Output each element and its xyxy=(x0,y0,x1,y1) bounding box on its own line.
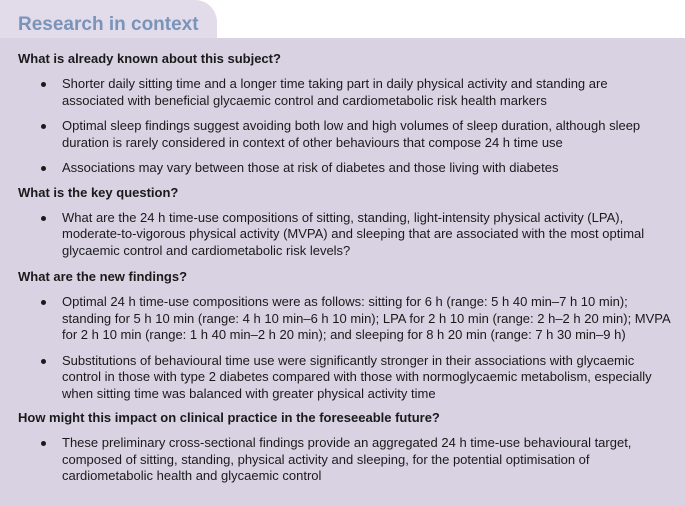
section-heading-impact: How might this impact on clinical practice in the foreseeable future? xyxy=(18,410,440,425)
header-tab xyxy=(0,0,217,38)
bullet-icon xyxy=(41,124,46,129)
bullet-text: What are the 24 h time-use compositions of sitting, standing, light-intensity physical activity (LPA), moderate-to-vigorous physical activity (MVPA) and sleeping that are associated with the most optimal glycaemic control and cardiometabolic risk levels? xyxy=(62,209,645,258)
section-list-known xyxy=(18,76,673,177)
bullet-text: Associations may vary between those at risk of diabetes and those living with diabetes xyxy=(62,160,559,175)
list-item xyxy=(18,210,673,260)
list-item xyxy=(18,435,673,485)
content-body xyxy=(18,50,673,485)
bullet-text: Substitutions of behavioural time use were significantly stronger in their associations with glycaemic control in those with type 2 diabetes compared with those with normoglycaemic metabolism, especially when sitting time was balanced with greater physical activity time xyxy=(62,352,652,401)
bullet-icon xyxy=(41,82,46,87)
list-item xyxy=(18,160,673,177)
page-title: Research in context xyxy=(18,14,199,35)
bullet-icon xyxy=(41,441,46,446)
list-item xyxy=(18,118,673,151)
bullet-icon xyxy=(41,359,46,364)
bullet-text: These preliminary cross-sectional findings provide an aggregated 24 h time-use behavioural target, composed of sitting, standing, physical activity and sleeping, for the potential optimisation of cardiometabolic health and glycaemic control xyxy=(62,435,632,483)
section-list-findings xyxy=(18,294,673,402)
section-list-impact xyxy=(18,435,673,485)
bullet-text: Shorter daily sitting time and a longer time taking part in daily physical activity and standing are associated with beneficial glycaemic control and cardiometabolic risk health markers xyxy=(62,76,608,108)
list-item xyxy=(18,76,673,109)
bullet-icon xyxy=(41,216,46,221)
section-list-question xyxy=(18,210,673,260)
section-heading-findings: What are the new findings? xyxy=(18,269,188,284)
bullet-text: Optimal sleep findings suggest avoiding both low and high volumes of sleep duration, although sleep duration is rarely considered in context of other behaviours that compose 24 h time use xyxy=(62,118,641,150)
section-heading-known: What is already known about this subject? xyxy=(18,51,281,66)
section-heading-question: What is the key question? xyxy=(18,184,179,200)
list-item xyxy=(18,353,673,403)
bullet-icon xyxy=(41,166,46,171)
content-panel xyxy=(0,38,685,506)
list-item xyxy=(18,294,673,344)
bullet-text: Optimal 24 h time-use compositions were as follows: sitting for 6 h (range: 5 h 40 min–7 h 10 min); standing for 5 h 10 min (range: 4 h 10 min–6 h 10 min); LPA for 2 h 10 min (range: 2 h–2 h 20 min); MVPA for 2 h 10 min (range: 1 h 40 min–2 h 20 min); and sleeping for 8 h 20 min (range: 7 h 30 min–9 h) xyxy=(62,294,670,342)
bullet-icon xyxy=(41,300,46,305)
